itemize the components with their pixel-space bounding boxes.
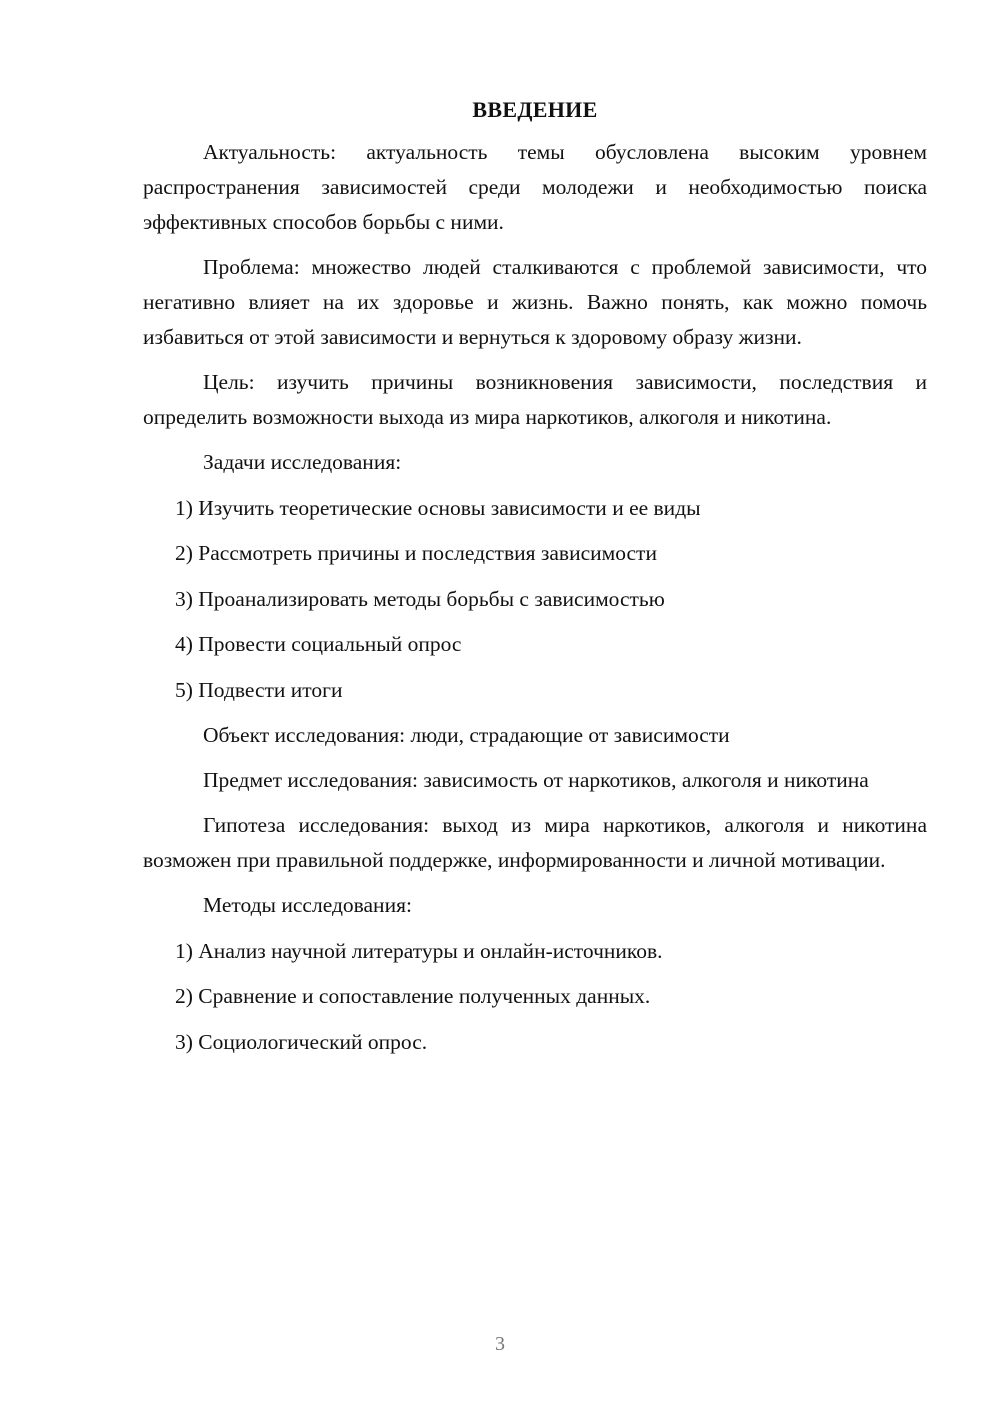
page-content [143,95,927,1070]
subject-paragraph: Предмет исследования: зависимость от наркотиков, алкоголя и никотина [203,768,869,792]
task-item-1: 1) Изучить теоретические основы зависимости и ее виды [175,495,701,520]
problem-paragraph: Проблема: множество людей сталкиваются с проблемой зависимости, что негативно влияет на их здоровье и жизнь. Важно понять, как можно помочь избавиться от этой зависимости и вернуться к здоровому образу жизни. [143,255,927,349]
page-number: 3 [495,1333,505,1355]
task-item-3: 3) Проанализировать методы борьбы с зависимостью [175,586,665,611]
task-item-2: 2) Рассмотреть причины и последствия зависимости [175,541,657,565]
method-item-3: 3) Социологический опрос. [175,1029,428,1054]
method-item-1: 1) Анализ научной литературы и онлайн-источников. [175,938,663,963]
method-item-2: 2) Сравнение и сопоставление полученных данных. [175,984,651,1008]
task-item-5: 5) Подвести итоги [175,677,343,702]
tasks-heading: Задачи исследования: [203,450,402,474]
methods-heading: Методы исследования: [203,893,412,917]
page-title: ВВЕДЕНИЕ [472,97,598,122]
task-item-4: 4) Провести социальный опрос [175,632,462,656]
goal-paragraph: Цель: изучить причины возникновения зависимости, последствия и определить возможности выхода из мира наркотиков, алкоголя и никотина. [143,370,927,429]
relevance-paragraph: Актуальность: актуальность темы обусловлена высоким уровнем распространения зависимостей среди молодежи и необходимостью поиска эффективных способов борьбы с ними. [143,140,927,234]
object-paragraph: Объект исследования: люди, страдающие от зависимости [203,723,730,747]
hypothesis-paragraph: Гипотеза исследования: выход из мира наркотиков, алкоголя и никотина возможен при правильной поддержке, информированности и личной мотивации. [143,813,927,872]
